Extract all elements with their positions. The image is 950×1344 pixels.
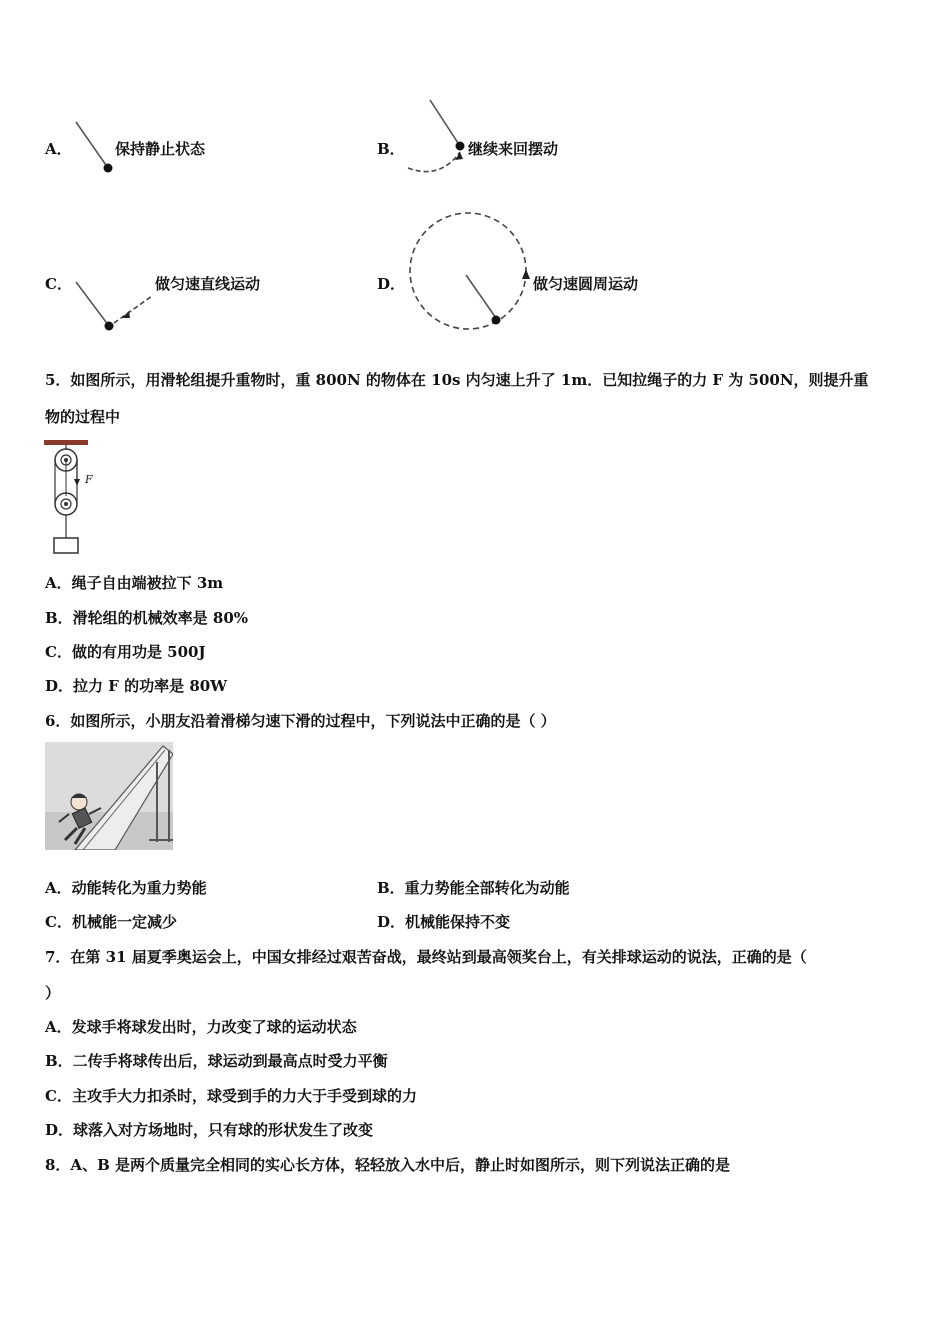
q7-option-a: A．发球手将球发出时，力改变了球的运动状态 [45, 1018, 357, 1036]
q5-option-b: B．滑轮组的机械效率是 80% [45, 609, 249, 627]
q7-option-b: B．二传手将球传出后，球运动到最高点时受力平衡 [45, 1052, 388, 1070]
q6-slide-figure [45, 742, 173, 850]
q6-stem: 6．如图所示，小朋友沿着滑梯匀速下滑的过程中，下列说法中正确的是（ ） [45, 712, 556, 730]
q5-pulley-figure [42, 438, 112, 558]
q6-option-a: A．动能转化为重力势能 [45, 879, 207, 897]
q4-option-c-figure [72, 278, 162, 338]
q5-stem-line2: 物的过程中 [45, 408, 121, 426]
q5-stem-line1: 5．如图所示，用滑轮组提升重物时，重 800N 的物体在 10s 内匀速上升了 1m．已知拉绳子的力 F 为 500N，则提升重 [45, 371, 869, 389]
q4-option-b-text: 继续来回摆动 [468, 140, 559, 158]
q6-option-c: C．机械能一定减少 [45, 913, 177, 931]
q4-option-b-letter: B． [377, 140, 405, 158]
q5-option-c: C．做的有用功是 500J [45, 643, 206, 661]
q5-option-d: D．拉力 F 的功率是 80W [45, 677, 228, 695]
pulley-force-label: F [85, 473, 93, 486]
q4-option-c-letter: C． [45, 275, 72, 293]
q8-stem: 8．A、B 是两个质量完全相同的实心长方体，轻轻放入水中后，静止时如图所示，则下列说法正确的是 [45, 1156, 730, 1174]
q7-option-d: D．球落入对方场地时，只有球的形状发生了改变 [45, 1121, 374, 1139]
q4-option-d-figure [402, 205, 532, 335]
q4-option-c-text: 做匀速直线运动 [155, 275, 261, 293]
q7-stem-line2: ） [45, 984, 61, 1002]
q5-option-a: A．绳子自由端被拉下 3m [45, 574, 224, 592]
q4-option-a-text: 保持静止状态 [115, 140, 206, 158]
q6-option-d: D．机械能保持不变 [377, 913, 511, 931]
q7-option-c: C．主攻手大力扣杀时，球受到手的力大于手受到球的力 [45, 1087, 417, 1105]
q4-option-d-letter: D． [377, 275, 406, 293]
q4-option-b-figure [400, 96, 475, 181]
q4-option-a-letter: A． [45, 140, 72, 158]
q7-stem-line1: 7．在第 31 届夏季奥运会上，中国女排经过艰苦奋战，最终站到最高领奖台上，有关排球运动的说法，正确的是（ [45, 948, 807, 966]
q4-option-d-text: 做匀速圆周运动 [533, 275, 639, 293]
q6-option-b: B．重力势能全部转化为动能 [377, 879, 570, 897]
